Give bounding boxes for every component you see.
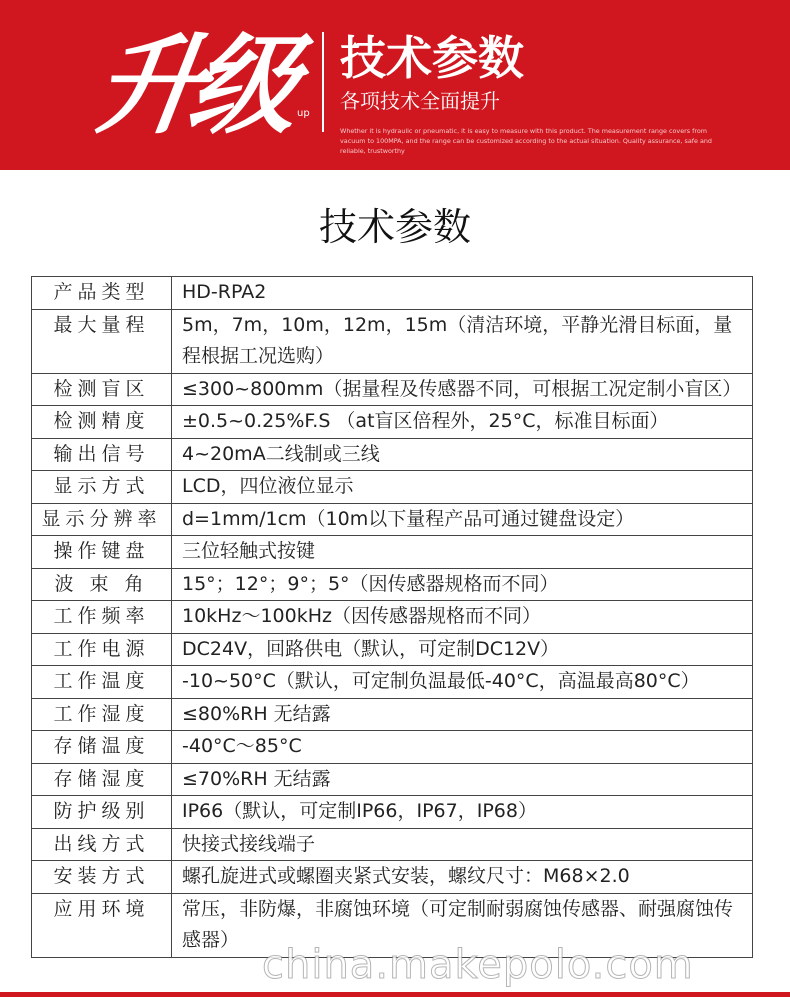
spec-label: 安装方式 [32,861,172,894]
spec-value: d=1mm/1cm（10m以下量程产品可通过键盘设定） [172,503,753,536]
spec-label: 防护级别 [32,796,172,829]
spec-label: 检测精度 [32,406,172,439]
spec-label: 产品类型 [32,277,172,310]
spec-value: -10~50°C（默认，可定制负温最低-40°C，高温最高80°C） [172,666,753,699]
spec-value: 5m，7m，10m，12m，15m（清洁环境，平静光滑目标面，量程根据工况选购） [172,309,753,373]
section-heading: 技术参数 [318,205,471,249]
spec-row [32,568,753,601]
spec-value: DC24V，回路供电（默认，可定制DC12V） [172,633,753,666]
spec-label: 波 束 角 [32,568,172,601]
spec-label: 应用环境 [32,893,172,957]
spec-row [32,698,753,731]
spec-label: 存储湿度 [32,763,172,796]
spec-value: 10kHz～100kHz（因传感器规格而不同） [172,601,753,634]
spec-label: 工作湿度 [32,698,172,731]
spec-row [32,373,753,406]
watermark: china.makepolo.com [262,942,694,988]
spec-value: ±0.5~0.25%F.S （at盲区倍程外，25°C，标准目标面） [172,406,753,439]
banner-subtitle: 各项技术全面提升 [340,89,500,113]
spec-label: 输出信号 [32,438,172,471]
spec-row [32,828,753,861]
spec-label: 工作温度 [32,666,172,699]
spec-row [32,666,753,699]
spec-label: 最大量程 [32,309,172,373]
spec-value: ≤300~800mm（据量程及传感器不同，可根据工况定制小盲区） [172,373,753,406]
spec-label: 检测盲区 [32,373,172,406]
spec-value: ≤80%RH 无结露 [172,698,753,731]
spec-row [32,536,753,569]
spec-label: 显示方式 [32,471,172,504]
banner-title: 技术参数 [340,31,524,85]
spec-value: 15°；12°；9°；5°（因传感器规格而不同） [172,568,753,601]
spec-label: 出线方式 [32,828,172,861]
spec-label: 存储温度 [32,731,172,764]
spec-row [32,861,753,894]
spec-value: IP66（默认，可定制IP66，IP67，IP68） [172,796,753,829]
spec-row [32,309,753,373]
spec-value: 螺孔旋进式或螺圈夹紧式安装，螺纹尺寸：M68×2.0 [172,861,753,894]
spec-row [32,796,753,829]
header-banner [0,0,790,170]
banner-note: Whether it is hydraulic or pneumatic, it is easy to measure with this product. The measurement range covers from vacuum to 100MPA, and the range can be customized according to the actual situation. Quality assurance, safe and reliable, trustworthy [340,127,712,155]
spec-value: 常压，非防爆，非腐蚀环境（可定制耐弱腐蚀传感器、耐强腐蚀传感器） [172,893,753,957]
spec-row [32,731,753,764]
spec-row [32,406,753,439]
spec-value: 快接式接线端子 [172,828,753,861]
spec-row [32,763,753,796]
spec-value: 4~20mA二线制或三线 [172,438,753,471]
spec-value: LCD，四位液位显示 [172,471,753,504]
bottom-divider [0,992,790,997]
spec-value: -40°C～85°C [172,731,753,764]
spec-label: 显示分辨率 [32,503,172,536]
spec-value: ≤70%RH 无结露 [172,763,753,796]
spec-row [32,601,753,634]
spec-row [32,471,753,504]
spec-row [32,633,753,666]
spec-row [32,277,753,310]
spec-value: HD-RPA2 [172,277,753,310]
spec-label: 工作电源 [32,633,172,666]
spec-value: 三位轻触式按键 [172,536,753,569]
spec-row [32,438,753,471]
upgrade-logo-sup: up [297,108,310,119]
spec-label: 工作频率 [32,601,172,634]
banner-divider [322,32,324,132]
spec-label: 操作键盘 [32,536,172,569]
spec-row [32,503,753,536]
upgrade-logo-text: 升级 [87,24,293,149]
spec-table [31,276,753,958]
